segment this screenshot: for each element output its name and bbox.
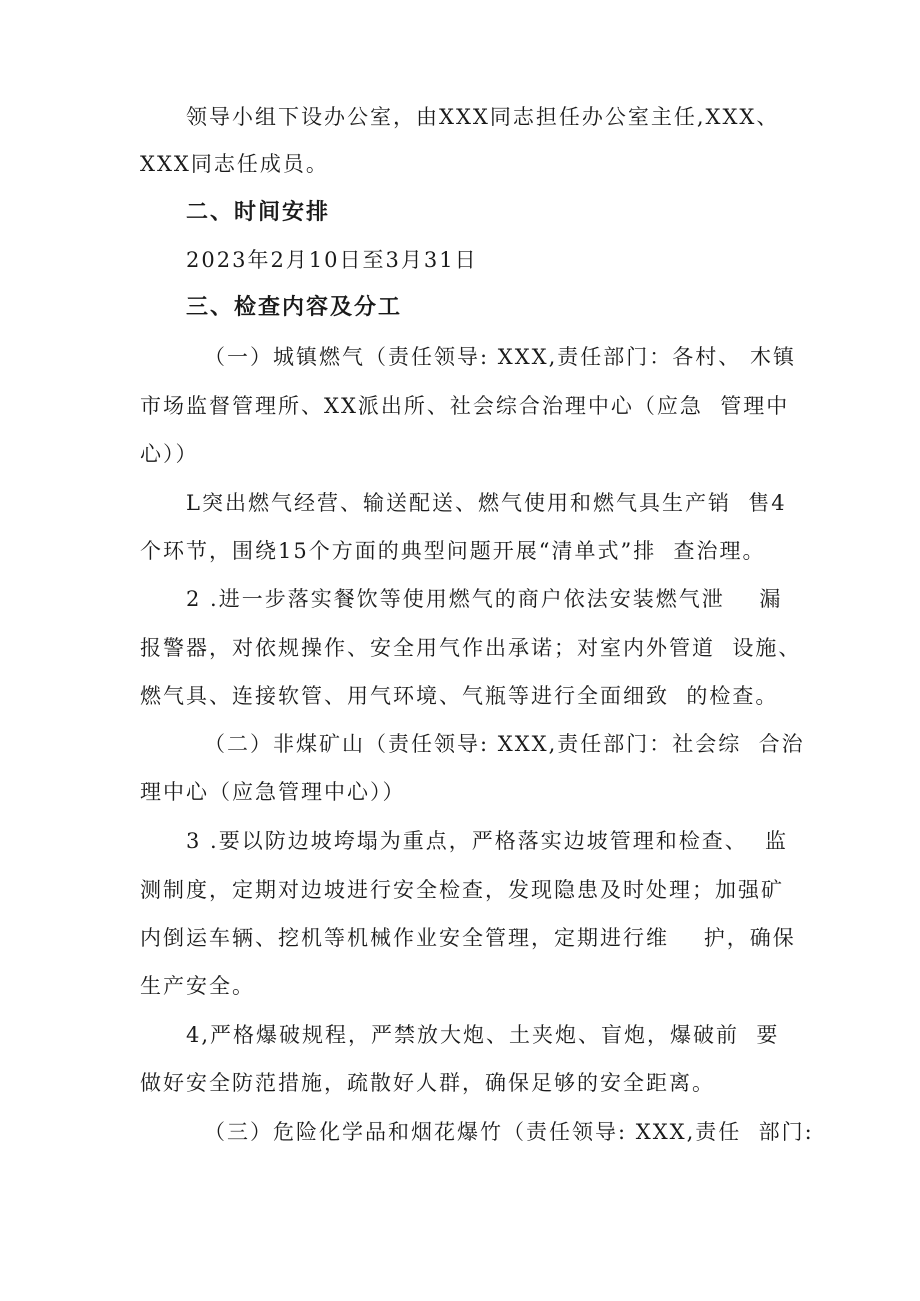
body-text-line: 市场监督管理所、XX派出所、社会综合治理中心（应急 管理中 bbox=[140, 394, 790, 418]
section-heading: 二、时间安排 bbox=[186, 200, 331, 225]
body-text-line: 领导小组下设办公室，由XXX同志担任办公室主任,XXX、 bbox=[186, 105, 780, 129]
body-text-line: L突出燃气经营、输送配送、燃气使用和燃气具生产销 售4 bbox=[186, 491, 787, 515]
body-text-line: 心）） bbox=[140, 442, 199, 466]
subsection-heading: （一）城镇燃气（责任领导: XXX,责任部门：各村、 木镇 bbox=[204, 345, 796, 369]
body-text-line: 内倒运车辆、挖机等机械作业安全管理，定期进行维 护，确保 bbox=[140, 926, 796, 950]
body-text-line: 4,严格爆破规程，严禁放大炮、土夹炮、盲炮，爆破前 要 bbox=[186, 1023, 780, 1047]
body-text-line: 理中心（应急管理中心）） bbox=[140, 780, 406, 804]
body-text-line: 燃气具、连接软管、用气环境、气瓶等进行全面细致 的检查。 bbox=[140, 684, 779, 708]
body-text-line: XXX同志任成员。 bbox=[140, 152, 329, 176]
section-heading: 三、检查内容及分工 bbox=[186, 295, 403, 320]
body-text-line: 测制度，定期对边坡进行安全检查，发现隐患及时处理；加强矿 bbox=[140, 878, 784, 902]
body-text-line: 生产安全。 bbox=[140, 974, 255, 998]
subsection-heading: （二）非煤矿山（责任领导: XXX,责任部门：社会综 合治 bbox=[204, 732, 805, 756]
body-text-line: 做好安全防范措施，疏散好人群，确保足够的安全距离。 bbox=[140, 1071, 715, 1095]
body-text-line: 个环节，围绕15个方面的典型问题开展“清单式”排 查治理。 bbox=[140, 539, 766, 563]
body-text-line: 3 .要以防边坡垮塌为重点，严格落实边坡管理和检查、 监 bbox=[186, 829, 789, 853]
body-text-line: 2 .进一步落实餐饮等使用燃气的商户依法安装燃气泄 漏 bbox=[186, 587, 783, 611]
body-text-line: 报警器，对依规操作、安全用气作出承诺；对室内外管道 设施、 bbox=[140, 636, 802, 660]
subsection-heading: （三）危险化学品和烟花爆竹（责任领导: XXX,责任 部门: bbox=[204, 1120, 814, 1144]
body-text-line: 2023年2月10日至3月31日 bbox=[186, 248, 478, 272]
